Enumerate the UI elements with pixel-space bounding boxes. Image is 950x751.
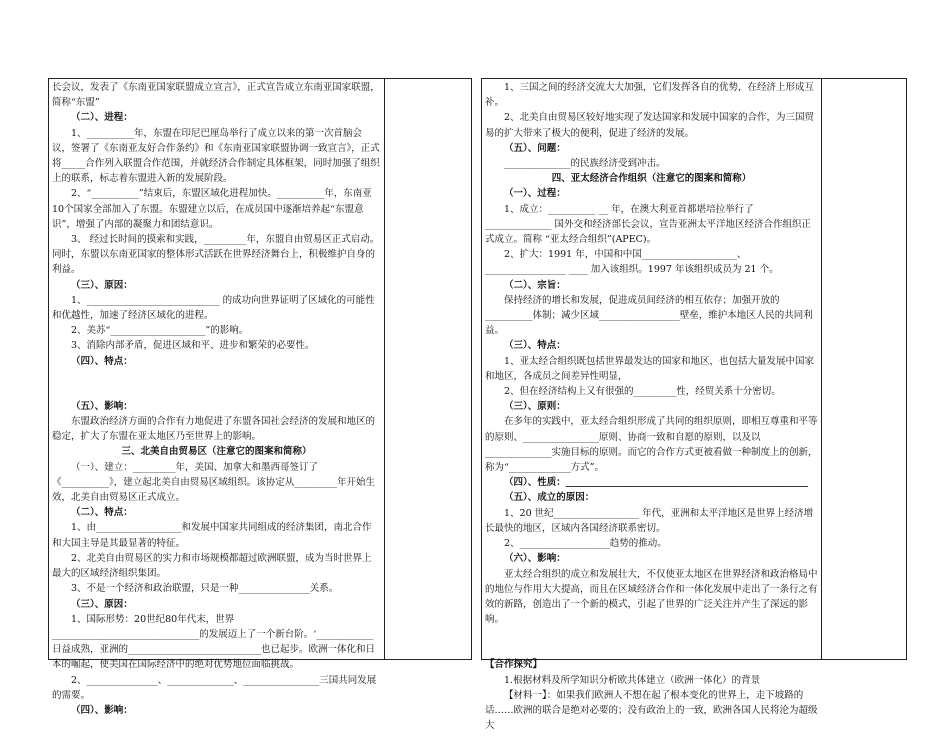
right-line: （五）、问题： [504, 142, 566, 154]
left-line: 1、__________年，东盟在印尼巴厘岛举行了成立以来的第一次首脑会议，签署了《东南亚友好合作条约》和《东南亚国家联盟协调一致宣言》，正式将_____合作列入联盟合作范围，并就经济合作制定具体框架，同时加强了组织上的联系，标志着东盟进入新的发展阶段。 [52, 127, 380, 185]
left-line: 2、北美自由贸易区的实力和市场规模都超过欧洲联盟，成为当时世界上最大的区域经济组织集团。 [52, 552, 372, 580]
right-line: 2、___________________趋势的推动。 [504, 538, 667, 550]
left-line: 1、____________________________ 的成功向世界证明了区域化的可能性和优越性，加速了经济区域化的进程。 [52, 294, 375, 322]
right-text-column [485, 80, 818, 732]
left-line: 1、国际形势：20世纪80年代末，世界_______________________________的发展迈上了一个新台阶。‘____________日益成熟，亚洲的____________________________也已起步。欧洲一体化和日本的崛起，使美国在国际经济中的绝对优势地位面临挑战。 [52, 613, 376, 671]
left-line: （五）、影响： [71, 400, 133, 412]
right-line: 亚太经合组织的成立和发展壮大，不仅使亚太地区在世界经济和政治格局中的地位与作用大大提高，而且在区域经济合作和一体化发展中走出了一条行之有效的新路，创造出了一个新的模式，引起了世界的广泛关注并产生了深远的影响。 [485, 568, 818, 626]
left-content [52, 80, 381, 718]
left-line: 长会议，发表了《东南亚国家联盟成立宣言》，正式宣告成立东南亚国家联盟，简称“东盟” [52, 82, 380, 109]
right-line: （二）、宗旨： [504, 279, 566, 291]
left-line: （四）、特点： [71, 355, 133, 367]
right-line: 2、但在经济结构上又有很强的_________性，经贸关系十分密切。 [504, 386, 781, 398]
right-line: 1、三国之间的经济交流大大加强，它们发挥各自的优势，在经济上形成互补。 [485, 82, 815, 109]
right-line: （三）、原则： [504, 401, 566, 413]
left-line: 2、美苏“____________________”的影响。 [71, 325, 249, 337]
right-line: （六）、影响： [504, 553, 566, 565]
right-line: 保持经济的增长和发展，促进成员间经济的相互依存；加强开放的__________体制；减少区域_________________壁垒，维护本地区人民的共同利益。 [485, 294, 813, 337]
right-line: （五）、成立的原因： [504, 492, 595, 504]
right-line: 四、亚太经济合作组织（注意它的图案和简称） [551, 173, 752, 185]
left-line: 3、不是一个经济和政治联盟，只是一种_______________关系。 [71, 583, 339, 595]
left-line: 2、“__________”结束后，东盟区域化进程加快。__________年，东南亚10个国家全部加入了东盟。东盟建立以后，在成员国中逐渐培养起“东盟意识”，增强了内部的凝聚力和团结意识。 [52, 188, 372, 230]
left-line: 1、由__________________和发展中国家共同组成的经济集团，南北合作和大国主导是其最显著的特征。 [52, 522, 372, 549]
left-line: （二）、进程： [71, 112, 133, 124]
left-line: 3、 经过长时间的摸索和实践，_________年，东盟自由贸易区正式启动。同时，东盟以东南亚国家的整体形式活跃在世界经济舞台上，积极维护自身的利益。 [52, 234, 380, 276]
right-line: （一）、过程： [504, 188, 566, 200]
left-line: 东盟政治经济方面的合作有力地促进了东盟各国社会经济的发展和地区的稳定，扩大了东盟在亚太地区乃至世界上的影响。 [52, 416, 376, 443]
right-line: 1.根据材料及所学知识分析欧共体建立（欧洲一体化）的背景 [504, 674, 761, 686]
left-line [52, 369, 381, 399]
right-line: （四）、性质：___________________________________________________ [504, 477, 809, 489]
left-notes-column [384, 78, 472, 660]
left-line: （二）、特点： [71, 507, 133, 519]
left-line: （四）、影响： [71, 704, 133, 716]
right-line: 【合作探究】 [485, 659, 543, 671]
right-line: ______________的民族经济受到冲击。 [504, 158, 666, 170]
left-line: （一）、建立：_________年，美国、加拿大和墨西哥签订了《__________》，建立起北美自由贸易区域组织。该协定从_________年开始生效，北美自由贸易区正式成立。 [52, 461, 376, 504]
right-line: 1、亚太经合组织既包括世界最发达的国家和地区，也包括大量发展中国家和地区，各成员之间差异性明显， [485, 355, 815, 382]
right-notes-column [821, 78, 907, 660]
left-line: （三）、原因： [71, 279, 133, 291]
left-line: 三、北美自由贸易区（注意它的图案和简称） [121, 446, 312, 458]
left-line: 2、_______________、______________、________________三国共同发展的需要。 [52, 674, 377, 701]
left-text-column [52, 80, 381, 716]
right-line: 1、成立：__________ __ 年，在澳大利亚首都堪培拉举行了______________ 国外交和经济部长会议，宣告亚洲太平洋地区经济合作组织正式成立。简称 “亚太经合组织”(APEC)。 [485, 203, 812, 246]
left-line: 3、消除内部矛盾，促进区域和平、进步和繁荣的必要性。 [71, 340, 315, 352]
right-line [485, 627, 818, 657]
right-line: 1、20 世纪__________________ 年代，亚洲和太平洋地区是世界上经济增长最快的地区，区域内各国经济联系密切。 [485, 507, 814, 534]
right-line: 2、扩大：1991 年，中国和中国____________________、_________________ ____ 加入该组织。1997 年该组织成员为 21 个。 [485, 249, 779, 276]
right-content [485, 80, 818, 733]
right-line: 2、北美自由贸易区较好地实现了发达国家和发展中国家的合作，为三国贸易的扩大带来了极大的便利，促进了经济的发展。 [485, 112, 815, 139]
right-line: 在多年的实践中，亚太经合组织形成了共同的组织原则，即相互尊重和平等的原则、________________原则、协商一致和自愿的原则，以及以______________实施目标的原则。而它的合作方式更被看做一种制度上的创新，称为“_____________方式”。 [485, 416, 818, 474]
left-line: （三）、原因： [71, 598, 133, 610]
right-line: 【材料一】：如果我们欧洲人不想在起了根本变化的世界上，走下坡路的话……欧洲的联合是绝对必要的；没有政治上的一致，欧洲各国人民将沦为超级大 [485, 689, 818, 732]
right-line: （三）、特点： [504, 340, 566, 352]
